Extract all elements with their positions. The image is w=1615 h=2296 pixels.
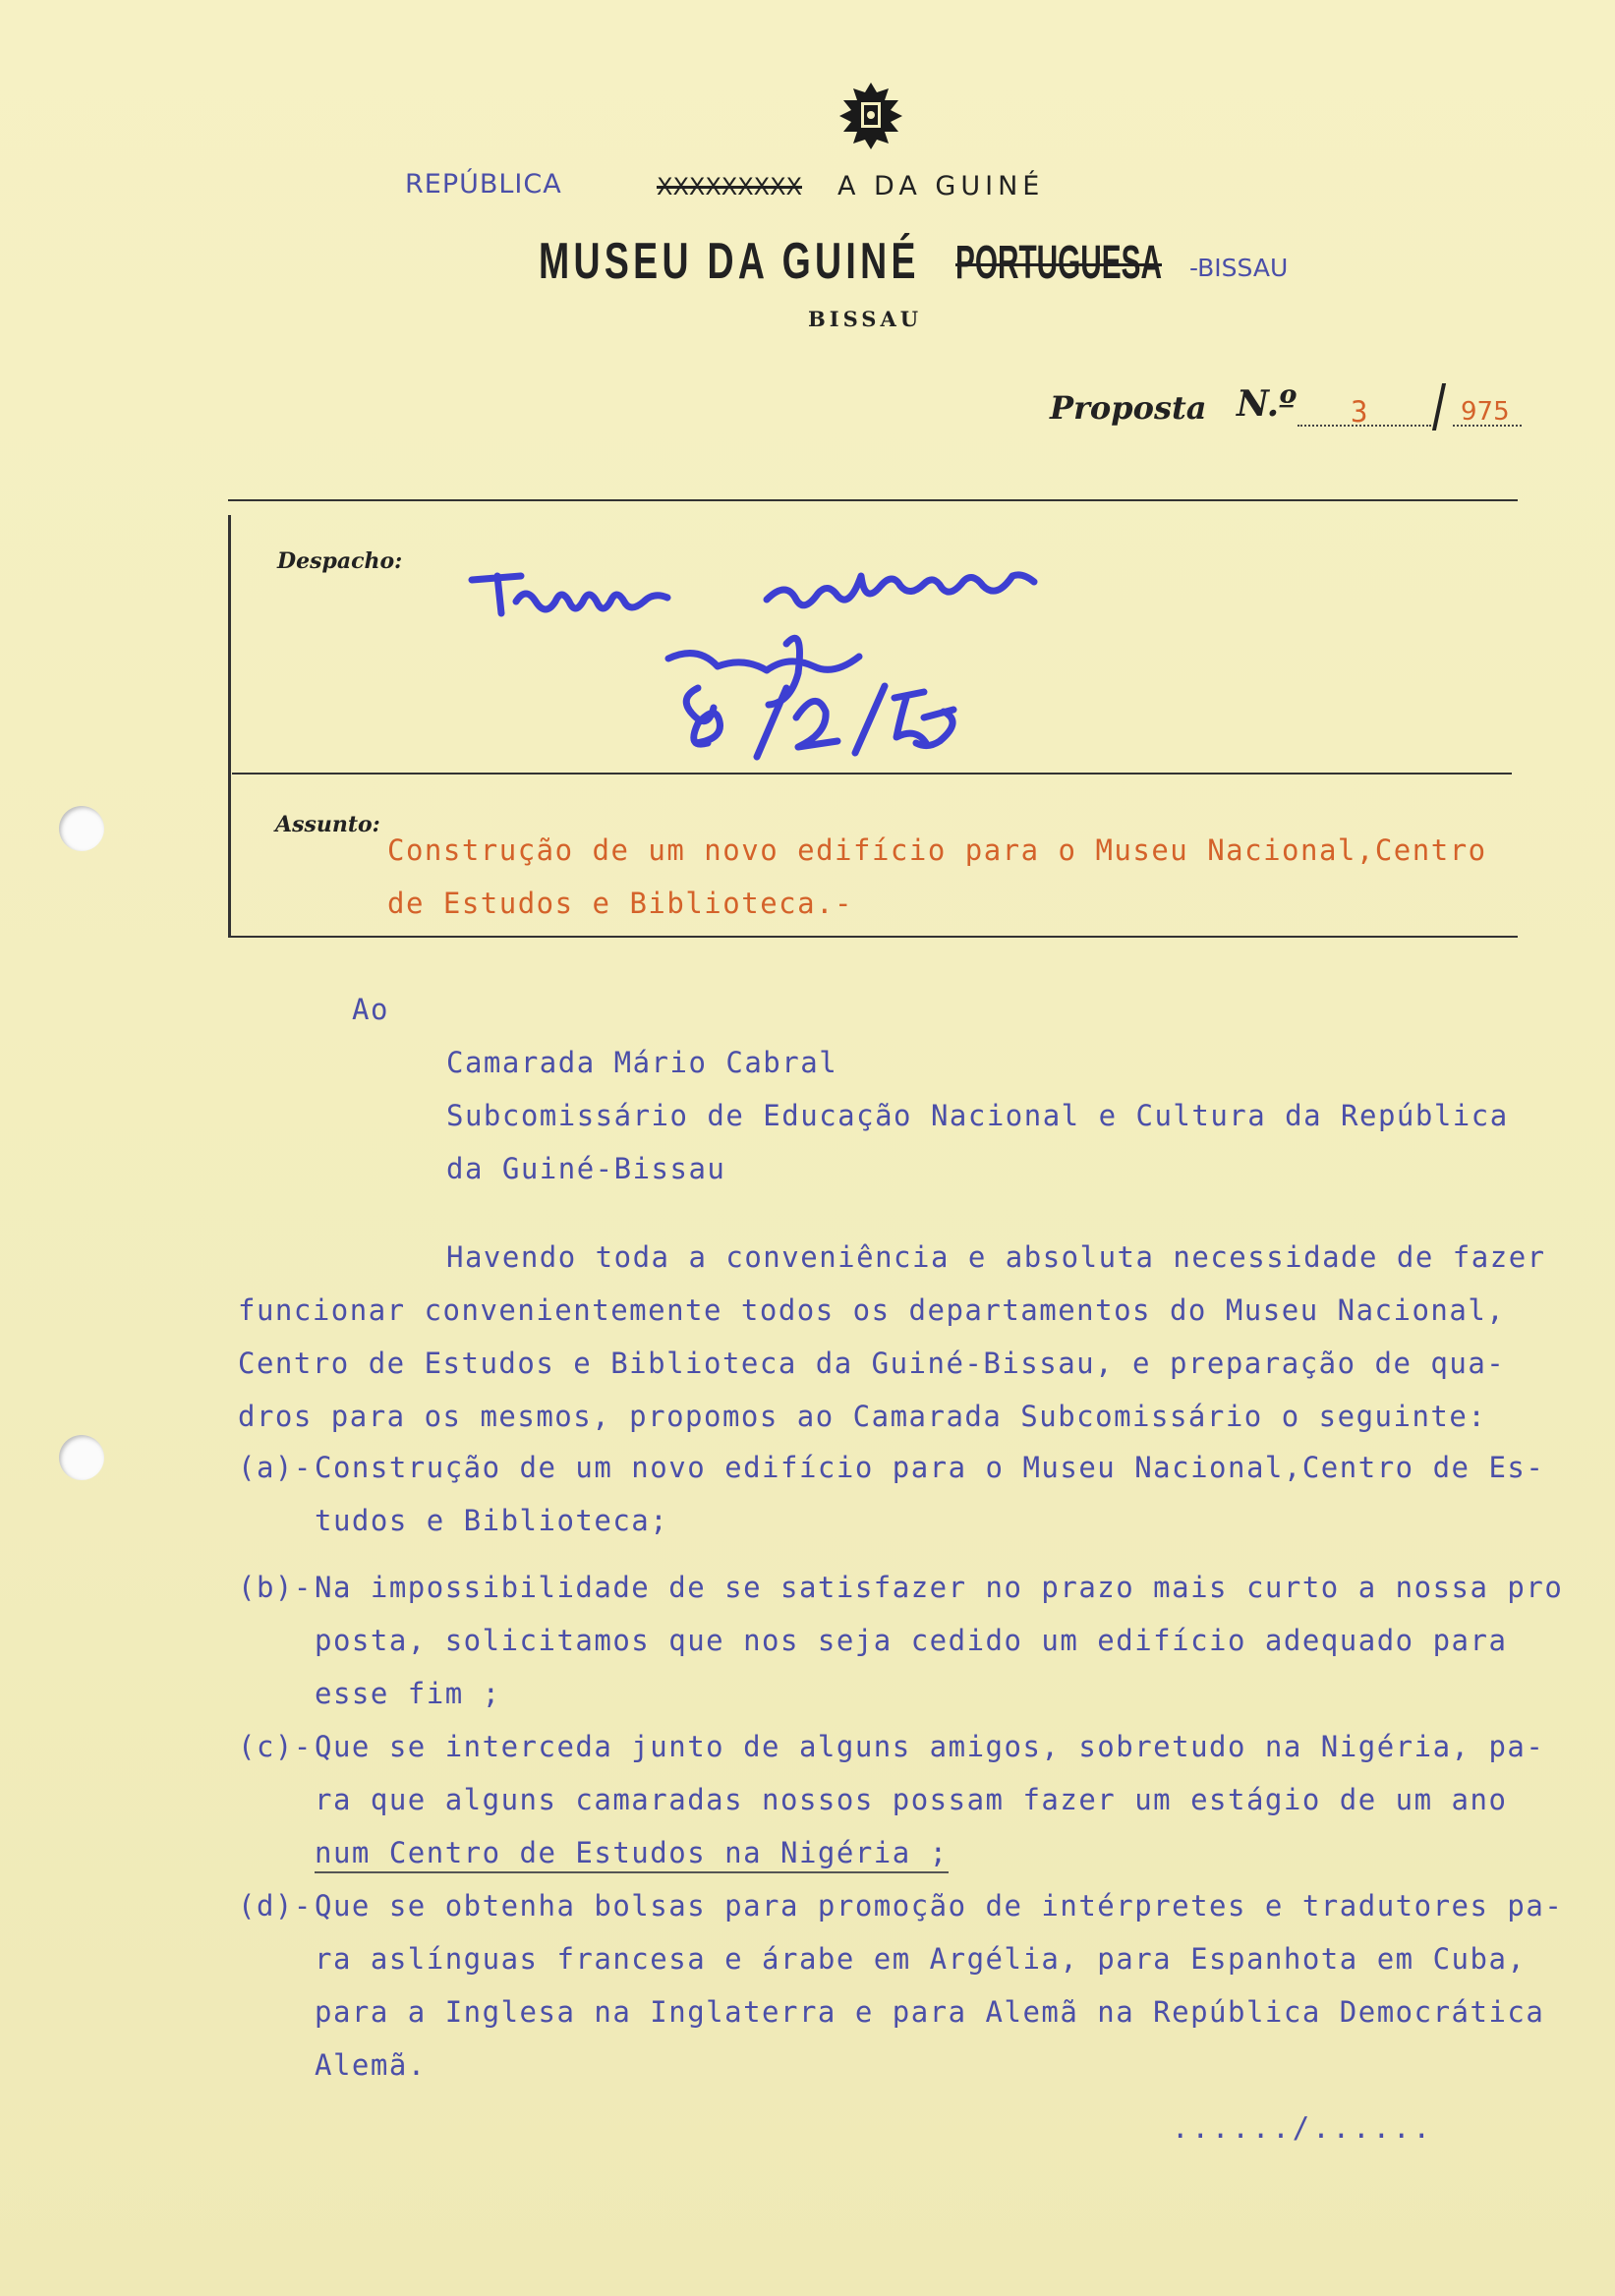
item-d-line1: Que se obtenha bolsas para promoção de intérpretes e tradutores pa- — [315, 1889, 1564, 1923]
item-b-line3: esse fim ; — [315, 1677, 501, 1710]
punch-hole-bottom — [59, 1435, 104, 1480]
item-b-line2: posta, solicitamos que nos seja cedido um edifício adequado para — [315, 1624, 1508, 1657]
header-republica: REPÚBLICA — [405, 169, 562, 200]
assunto-line1: Construção de um novo edifício para o Museu Nacional,Centro — [387, 833, 1487, 867]
addressee-title-line2: da Guiné-Bissau — [446, 1152, 726, 1185]
proposal-label: Proposta — [1050, 389, 1207, 427]
header-city: BISSAU — [808, 307, 923, 331]
addressee-title-line1: Subcomissário de Educação Nacional e Cultura da República — [446, 1099, 1509, 1132]
item-c-line1: Que se interceda junto de alguns amigos, sobretudo na Nigéria, pa- — [315, 1730, 1545, 1763]
item-d-line4: Alemã. — [315, 2048, 427, 2082]
addressee-ao: Ao — [352, 993, 389, 1026]
box-middle-rule — [232, 773, 1512, 775]
box-left-rule — [228, 515, 231, 936]
proposal-number-label: N.º — [1237, 383, 1298, 425]
item-b-line1: Na impossibilidade de se satisfazer no prazo mais curto a nossa pro — [315, 1571, 1564, 1604]
header-struck-provincia: XXXXXXXXX — [657, 173, 802, 201]
proposal-year: 975 — [1461, 397, 1510, 427]
body-p1-line2: funcionar convenientemente todos os departamentos do Museu Nacional, — [238, 1293, 1506, 1327]
assunto-label: Assunto: — [275, 812, 380, 837]
body-p1-line3: Centro de Estudos e Biblioteca da Guiné-Bissau, e preparação de qua- — [238, 1347, 1506, 1380]
museum-name: MUSEU DA GUINÉ — [539, 233, 920, 290]
box-top-rule — [228, 499, 1518, 501]
museum-name-struck: PORTUGUESA — [955, 237, 1162, 289]
item-c-label: (c)- — [238, 1730, 313, 1763]
item-a-line2: tudos e Biblioteca; — [315, 1504, 669, 1537]
addressee-name: Camarada Mário Cabral — [446, 1046, 838, 1079]
continuation-marker: ....../...... — [1172, 2111, 1433, 2145]
item-b-label: (b)- — [238, 1571, 313, 1604]
despacho-label: Despacho: — [277, 548, 403, 574]
box-bottom-rule — [228, 936, 1518, 938]
museum-suffix-bissau: -BISSAU — [1189, 254, 1289, 282]
item-d-line2: ra aslínguas francesa e árabe em Argélia, para Espanhota em Cuba, — [315, 1942, 1527, 1976]
item-c-line3: num Centro de Estudos na Nigéria ; — [315, 1836, 949, 1873]
item-d-label: (d)- — [238, 1889, 313, 1923]
proposal-slash — [1432, 383, 1446, 430]
proposal-number: 3 — [1351, 395, 1369, 429]
item-a-label: (a)- — [238, 1451, 313, 1484]
item-c-line2: ra que alguns camaradas nossos possam fazer um estágio de um ano — [315, 1783, 1508, 1816]
item-d-line3: para a Inglesa na Inglaterra e para Alemã na República Democrática — [315, 1995, 1545, 2029]
assunto-line2: de Estudos e Biblioteca.- — [387, 887, 853, 920]
coat-of-arms-icon — [824, 77, 918, 155]
despacho-handwriting — [462, 550, 1130, 767]
header-da-guine: A DA GUINÉ — [837, 171, 1045, 201]
punch-hole-top — [59, 806, 104, 851]
body-p1-line4: dros para os mesmos, propomos ao Camarada Subcomissário o seguinte: — [238, 1400, 1487, 1433]
item-a-line1: Construção de um novo edifício para o Museu Nacional,Centro de Es- — [315, 1451, 1545, 1484]
body-p1-line1: Havendo toda a conveniência e absoluta necessidade de fazer — [446, 1240, 1546, 1274]
